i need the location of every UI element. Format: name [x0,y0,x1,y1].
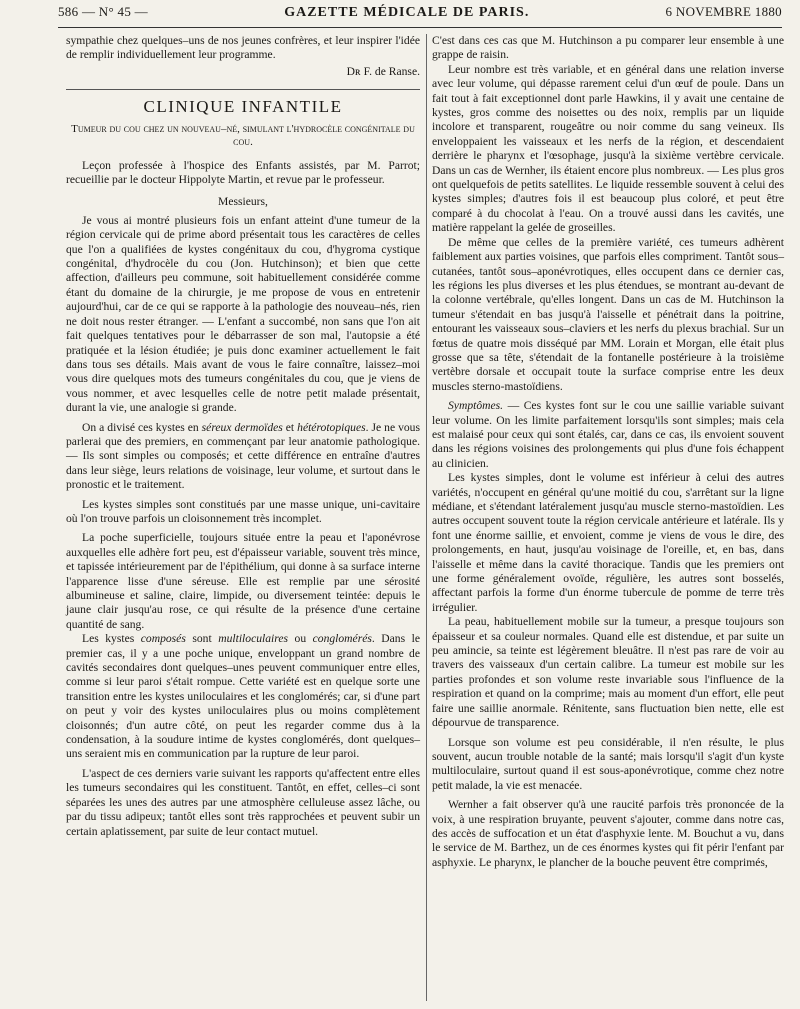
paragraph: Je vous ai montré plusieurs fois un enfant atteint d'une tumeur de la région cervicale qui de prime abord présentait tous les caractères de celles que l'on a qualifiées de kystes congénitaux du cou, d'hygroma cystique congénital, d'hydrocèle du cou (Jon. Hutchinson); et bien que cette affection, d'ailleurs peu commune, soit habituellement considérée comme étant du domaine de la chirurgie, je me propose de vous en entretenir aujourd'hui, car de ce qui se rapporte à la pathologie des nouveau–nés, rien ne doit nous rester étranger. — L'enfant a succombé, non sans que l'on ait fait quelques tentatives pour le débarrasser de son mal, l'autopsie a été pratiquée et la lésion étudiée; je puis donc examiner actuellement le fait dans tous ses détails. Mais avant de vous le faire connaître, laissez–moi vous dire quelques mots des tumeurs congénitales du cou, que je viens de vous nommer, et avec lesquelles celle de notre petit malade présentait, durant la vie, une analogie si grande. [66,213,420,415]
section-title: CLINIQUE INFANTILE [143,97,343,117]
paragraph: Wernher a fait observer qu'à une raucité parfois très prononcée de la voix, à une respiration bruyante, peuvent s'ajouter, comme dans notre cas, des accès de suffocation et un état d'asphyxie lente. M. Bouchut a vu, dans le service de M. Barthez, un de ces énormes kystes qui fit périr l'enfant par asphyxie. Le pharynx, le plancher de la bouche peuvent être comprimés, [432,798,784,869]
lesson-info: Leçon professée à l'hospice des Enfants assistés, par M. Parrot; recueillie par le docteur Hippolyte Martin, et revue par le professeur. [66,158,420,187]
paragraph: La peau, habituellement mobile sur la tumeur, a presque toujours son épaisseur et sa couleur normales. Quand elle est distendue, et par suite un peu amincie, sa teinte est légèrement bleuâtre. Il n'est pas rare de voir au travers des vaisseaux d'un certain calibre. La tumeur est mobile sur les parties profondes et son volume reste invariable sous l'influence de la respiration et quand on la comprime; mais au moment d'un effort, elle peut faire une saillie anormale. Rénitente, sans fluctuation bien nette, elle est dépourvue de transparence. [432,615,784,730]
paragraph: De même que celles de la première variété, ces tumeurs adhèrent faiblement aux parties voisines, que parfois elles compriment. Tantôt sous–cutanées, tantôt sous–aponévrotiques, elles occupent dans ce dernier cas, les régions les plus diverses et les plus étendues, se montrant au-devant de la colonne vertébrale, qu'elles longent. Dans un cas de M. Hutchinson la tumeur s'étendait en bas jusqu'à l'aisselle et pénétrait dans la poitrine, entourant les vaisseaux sous–claviers et les nerfs du plexus brachial. Sur un fœtus de quatre mois disséqué par MM. Lorain et Morgan, elle était plus grosse que sa tête, s'étendait de la fontanelle postérieure à la troisième vertèbre dorsale et occupait toute la surface comprise entre les deux muscles sterno-mastoïdiens. [432,235,784,393]
paragraph: On a divisé ces kystes en séreux dermoïdes et hétérotopiques. Je ne vous parlerai que des premiers, en commençant par leur anatomie pathologique. — Ils sont simples ou composés; et cette différence en entraîne d'autres dans leur siège, leurs relations de voisinage, leur volume, et surtout dans le pronostic et le traitement. [66,420,420,492]
paragraph: Lorsque son volume est peu considérable, il n'en résulte, le plus souvent, aucun trouble notable de la santé; mais lorsqu'il s'agit d'un kyste multiloculaire, surtout quand il est sous-aponévrotique, comme chez notre petit malade, la vie est menacée. [432,735,784,792]
header-rule [58,27,782,28]
paragraph: Symptômes. — Ces kystes font sur le cou une saillie variable suivant leur volume. On les limite parfaitement lorsqu'ils sont simples; mais cela est malaisé pour ceux qui sont étalés, car, dans ce cas, ils envoient souvent dans les régions voisines des prolongements qui plus d'une fois échappent au clinicien. [432,399,784,470]
page-header [58,4,782,26]
journal-title: GAZETTE MÉDICALE DE PARIS. [284,5,530,20]
paragraph: C'est dans ces cas que M. Hutchinson a pu comparer leur ensemble à une grappe de raisin. [432,34,784,62]
paragraph: Les kystes simples sont constitués par une masse unique, uni-cavitaire où l'on trouve parfois un cloisonnement très incomplet. [66,497,420,525]
column-divider [426,34,427,1001]
section-rule [66,89,420,90]
symptoms-heading: Symptômes. [448,399,504,413]
intro-end-paragraph: sympathie chez quelques–uns de nos jeunes confrères, et leur inspirer l'idée de remplir individuellement leur programme. [66,34,420,62]
page-number: 586 — N° 45 — [58,4,148,19]
right-column [432,34,784,870]
paragraph: La poche superficielle, toujours située entre la peau et l'aponévrose auxquelles elle adhère fort peu, est d'épaisseur variable, souvent très mince, et tapissée intérieurement par de l'épithélium, qui donne à sa surface interne l'apparence lisse d'une séreuse. Elle est remplie par une sérosité albumineuse et saline, claire, limpide, ou diversement teintée: depuis le jaune clair jusqu'au rose, ce qui résulte de la présence d'une certaine quantité de sang. [66,531,420,631]
paragraph: Les kystes simples, dont le volume est inférieur à celui des autres variétés, n'occupent en général qu'une moitié du cou, s'arrêtant sur la ligne médiane, et s'étendant latéralement jusqu'au muscle sterno-mastoïdien. Les autres occupent souvent toute la région cervicale antérieure et latérale. Ils y font une énorme saillie, et envoient, comme je viens de vous le dire, des prolongements, en haut, jusqu'au voisinage de l'oreille, et, en bas, dans l'aisselle et même dans la cavité thoracique. Tandis que les premiers ont une forme généralement ovoïde, régulière, les autres sont bosselés, affectant parfois la forme d'un énorme tubercule de pomme de terre très irrégulier. [432,471,784,614]
greeting: Messieurs, [218,195,268,209]
paragraph: Les kystes composés sont multiloculaires ou conglomérés. Dans le premier cas, il y a une poche unique, enveloppant un grand nombre de cavités secondaires dont quelques–unes peuvent communiquer entre elles, comme si leur paroi s'était rompue. Cette variété est en quelque sorte une transition entre les kystes uniloculaires et les conglomérés; car, si d'une part on peut y voir des kystes uniloculaires plus ou moins complètement cloisonnés; d'un autre côté, on peut les regarder comme dus à la condensation, à la soudure intime de kystes conglomérés, dont quelques–uns seraient mis en communication par la rupture de leur paroi. [66,632,420,761]
signature: Dʀ F. de Ranse. [346,64,420,78]
left-column [66,34,420,839]
paragraph: L'aspect de ces derniers varie suivant les rapports qu'affectent entre elles les tumeurs secondaires qui les constituent. Tantôt, en effet, celles–ci sont séparées les unes des autres par une atmosphère celluleuse assez lâche, ou par du tissu adipeux; tantôt elles sont très rapprochées et peuvent subir un certain aplatissement, par suite de leur contact mutuel. [66,766,420,838]
paragraph: Leur nombre est très variable, et en général dans une relation inverse avec leur volume, qui dépasse rarement celui d'un œuf de poule. Dans un fait tout à fait exceptionnel dont parle Hawkins, il y avait une centaine de kystes, gros comme des noisettes ou des noix, remplis par un liquide incolore et transparent, rougeâtre ou noir comme du sang veineux. Ils enveloppaient les vaisseaux et les nerfs de la région, et descendaient derrière le pharynx et l'œsophage, jusqu'à la sixième vertèbre cervicale. Dans un cas de Wernher, ils étaient encore plus nombreux. — Les plus gros ont quelquefois de petits satellites. Le liquide ressemble souvent à celui des kystes simples; d'autres fois il est beaucoup plus coloré, et peut être comparé à du chocolat à l'eau. On a trouvé aussi dans les cavités, une matière rappelant la gelée de groseilles. [432,62,784,235]
issue-date: 6 NOVEMBRE 1880 [665,4,782,19]
article-subtitle: Tumeur du cou chez un nouveau–né, simulant l'hydrocèle congénitale du cou. [71,122,415,148]
